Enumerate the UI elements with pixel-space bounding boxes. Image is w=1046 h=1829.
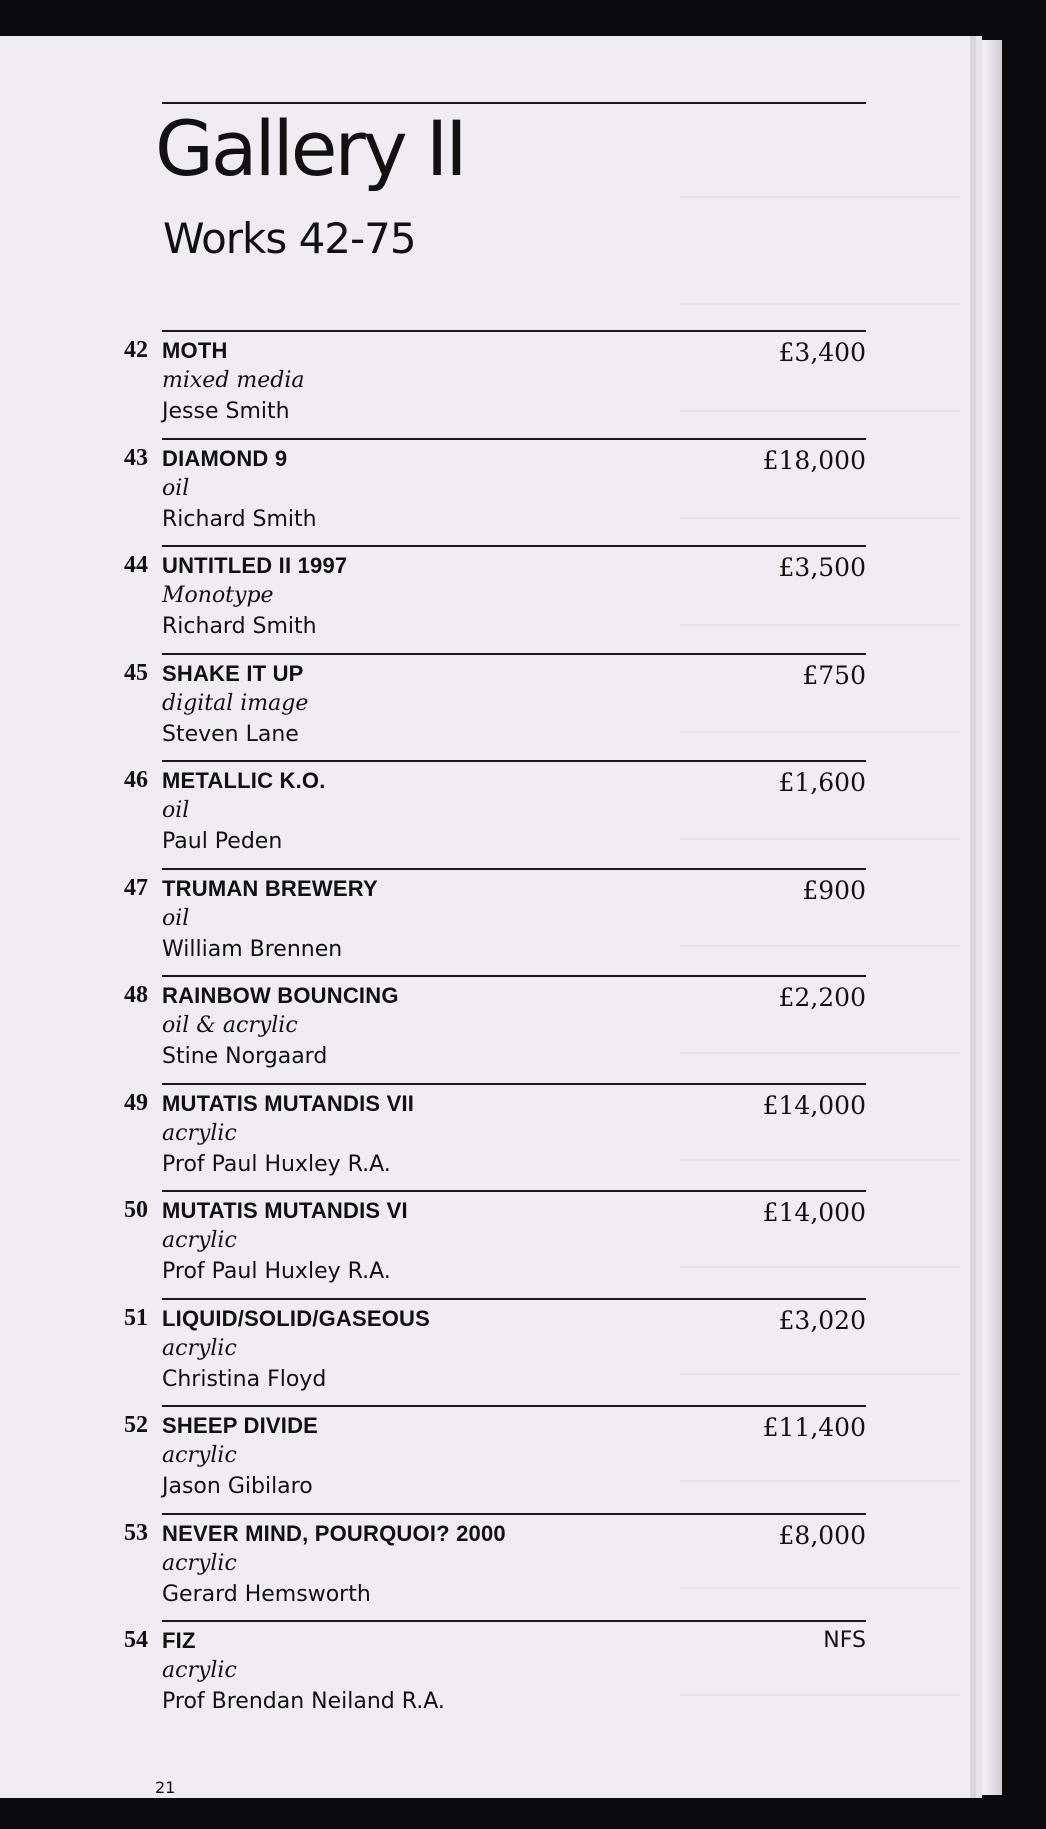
work-price: £3,500 <box>778 553 866 582</box>
work-title: RAINBOW BOUNCING <box>162 983 399 1008</box>
work-price: £1,600 <box>778 768 866 797</box>
entry-divider <box>162 1190 866 1192</box>
work-medium: acrylic <box>162 1228 237 1253</box>
work-price: £900 <box>802 875 866 905</box>
work-medium: acrylic <box>162 1443 237 1468</box>
work-artist: William Brennen <box>162 936 343 962</box>
work-artist: Paul Peden <box>162 829 283 854</box>
entry-divider <box>162 330 866 332</box>
work-price: £3,400 <box>778 338 866 367</box>
work-number: 43 <box>124 444 148 471</box>
entry-divider <box>162 438 866 440</box>
work-price: £18,000 <box>762 445 866 475</box>
work-title: MUTATIS MUTANDIS VI <box>162 1198 408 1223</box>
work-number: 46 <box>124 767 148 793</box>
work-artist: Steven Lane <box>162 721 299 747</box>
work-medium: acrylic <box>162 1658 237 1683</box>
entry-divider <box>162 975 866 977</box>
entry-divider <box>162 653 866 655</box>
work-number: 53 <box>124 1519 148 1546</box>
work-entry <box>0 545 970 652</box>
entry-divider <box>162 1298 866 1300</box>
work-artist: Stine Norgaard <box>162 1044 328 1069</box>
work-entry <box>0 1298 970 1405</box>
catalogue-page <box>0 36 970 1798</box>
work-entry <box>0 1513 970 1620</box>
work-artist: Jason Gibilaro <box>162 1474 313 1499</box>
work-medium: oil <box>162 905 190 931</box>
work-medium: oil <box>162 798 190 823</box>
work-number: 54 <box>124 1627 148 1653</box>
page-content <box>0 36 970 1798</box>
work-number: 47 <box>124 874 148 901</box>
work-price: £14,000 <box>762 1198 866 1227</box>
work-artist: Christina Floyd <box>162 1366 327 1392</box>
work-artist: Prof Paul Huxley R.A. <box>162 1151 391 1177</box>
entry-divider <box>162 1620 866 1622</box>
work-title: NEVER MIND, POURQUOI? 2000 <box>162 1520 506 1546</box>
work-entry <box>0 1620 970 1727</box>
entry-divider <box>162 868 866 870</box>
work-entry <box>0 1405 970 1512</box>
work-title: SHAKE IT UP <box>162 660 304 686</box>
gallery-title: Gallery II <box>155 104 465 193</box>
work-price: £3,020 <box>778 1305 866 1335</box>
work-price: £11,400 <box>762 1413 866 1442</box>
work-medium: Monotype <box>162 583 274 608</box>
work-entry <box>0 653 970 760</box>
work-number: 44 <box>124 552 148 578</box>
work-title: FIZ <box>162 1628 196 1653</box>
work-entry <box>0 330 970 437</box>
work-medium: acrylic <box>162 1120 237 1146</box>
work-title: DIAMOND 9 <box>162 445 288 471</box>
work-title: UNTITLED II 1997 <box>162 553 348 578</box>
work-entry <box>0 760 970 867</box>
work-entry <box>0 868 970 975</box>
work-artist: Gerard Hemsworth <box>162 1581 371 1607</box>
work-artist: Richard Smith <box>162 506 317 532</box>
work-artist: Jesse Smith <box>162 399 290 424</box>
work-price: £8,000 <box>778 1520 866 1550</box>
work-number: 42 <box>124 337 148 363</box>
work-number: 50 <box>124 1197 148 1223</box>
work-price: £14,000 <box>762 1090 866 1120</box>
entry-divider <box>162 545 866 547</box>
work-artist: Prof Paul Huxley R.A. <box>162 1259 391 1284</box>
work-price: NFS <box>823 1628 866 1653</box>
work-number: 52 <box>124 1412 148 1438</box>
work-entry <box>0 1083 970 1190</box>
work-medium: digital image <box>162 690 309 716</box>
work-number: 45 <box>124 659 148 686</box>
work-artist: Richard Smith <box>162 614 317 639</box>
work-title: TRUMAN BREWERY <box>162 875 378 901</box>
work-medium: mixed media <box>162 368 305 393</box>
work-title: METALLIC K.O. <box>162 768 326 793</box>
work-entry <box>0 975 970 1082</box>
work-title: MOTH <box>162 338 228 363</box>
work-entry <box>0 438 970 545</box>
work-medium: acrylic <box>162 1335 237 1361</box>
works-range-subtitle: Works 42-75 <box>163 214 416 263</box>
page-edge <box>972 40 1002 1795</box>
work-medium: oil & acrylic <box>162 1013 298 1038</box>
work-price: £2,200 <box>778 983 866 1012</box>
entry-divider <box>162 760 866 762</box>
work-number: 49 <box>124 1089 148 1116</box>
work-price: £750 <box>802 660 866 690</box>
entry-divider <box>162 1405 866 1407</box>
work-title: MUTATIS MUTANDIS VII <box>162 1090 415 1116</box>
work-title: SHEEP DIVIDE <box>162 1413 319 1438</box>
work-number: 51 <box>124 1304 148 1331</box>
work-entry <box>0 1190 970 1297</box>
entry-divider <box>162 1083 866 1085</box>
work-medium: acrylic <box>162 1550 237 1576</box>
work-number: 48 <box>124 982 148 1008</box>
page-number: 21 <box>155 1778 176 1797</box>
work-artist: Prof Brendan Neiland R.A. <box>162 1689 445 1714</box>
work-medium: oil <box>162 475 190 501</box>
entry-divider <box>162 1513 866 1515</box>
work-title: LIQUID/SOLID/GASEOUS <box>162 1305 431 1331</box>
